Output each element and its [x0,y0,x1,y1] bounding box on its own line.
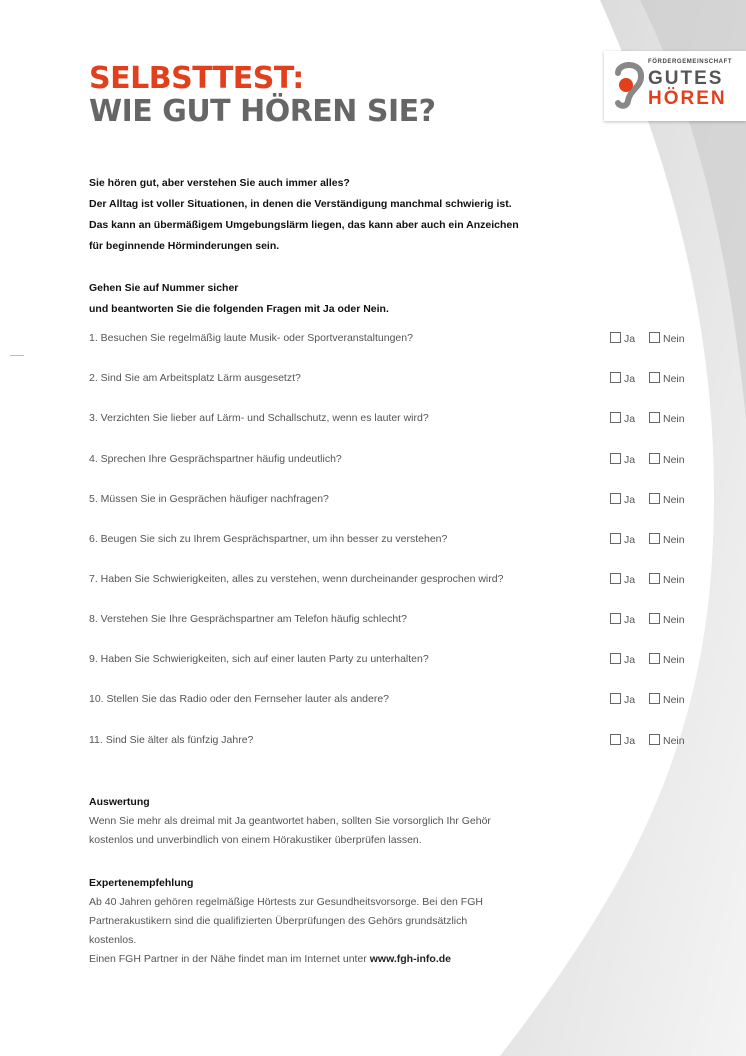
answer-no-label: Nein [663,735,685,747]
answer-yes[interactable] [610,693,635,706]
checkbox-icon[interactable] [649,613,660,624]
answer-no[interactable] [649,493,685,506]
question-row [89,571,699,591]
answer-no-label: Nein [663,494,685,506]
question-text: 8. Verstehen Sie Ihre Gesprächspartner am Telefon häufig schlecht? [89,613,407,625]
checkbox-icon[interactable] [649,653,660,664]
logo-line-1: GUTES [648,68,724,89]
checkbox-icon[interactable] [649,493,660,504]
checkbox-icon[interactable] [610,332,621,343]
checkbox-icon[interactable] [610,573,621,584]
answer-no[interactable] [649,412,685,425]
intro-line: für beginnende Hörminderungen sein. [89,240,280,252]
question-text: 5. Müssen Sie in Gesprächen häufiger nachfragen? [89,493,329,505]
checkbox-icon[interactable] [649,372,660,383]
question-text: 6. Beugen Sie sich zu Ihrem Gesprächspartner, um ihn besser zu verstehen? [89,533,448,545]
answer-yes[interactable] [610,533,635,546]
question-text: 4. Sprechen Ihre Gesprächspartner häufig undeutlich? [89,453,342,465]
question-text: 7. Haben Sie Schwierigkeiten, alles zu verstehen, wenn durcheinander gesprochen wird? [89,573,504,585]
margin-tick [10,355,24,356]
checkbox-icon[interactable] [610,734,621,745]
answer-yes[interactable] [610,493,635,506]
answer-yes-label: Ja [624,614,636,626]
question-row [89,691,699,711]
answer-yes[interactable] [610,453,635,466]
title-line-1: SELBSTTEST: [89,61,304,96]
answer-no-label: Nein [663,373,685,385]
answer-yes[interactable] [610,372,635,385]
title-line-2: WIE GUT HÖREN SIE? [89,94,436,129]
answer-yes-label: Ja [624,494,636,506]
expert-text: Ab 40 Jahren gehören regelmäßige Hörtests zur Gesundheitsvorsorge. Bei den FGH [89,896,483,908]
answer-yes-label: Ja [624,333,636,345]
answer-no[interactable] [649,613,685,626]
intro-text [89,173,619,320]
question-text: 11. Sind Sie älter als fünfzig Jahre? [89,734,254,746]
answer-yes-label: Ja [624,735,636,747]
intro-line: Das kann an übermäßigem Umgebungslärm liegen, das kann aber auch ein Anzeichen [89,219,519,231]
answer-no[interactable] [649,372,685,385]
checkbox-icon[interactable] [649,332,660,343]
answer-yes[interactable] [610,412,635,425]
checkbox-icon[interactable] [610,533,621,544]
answer-no-label: Nein [663,454,685,466]
question-text: 9. Haben Sie Schwierigkeiten, sich auf einer lauten Party zu unterhalten? [89,653,429,665]
page-title [89,62,436,128]
intro-line: und beantworten Sie die folgenden Fragen mit Ja oder Nein. [89,303,389,315]
intro-line: Sie hören gut, aber verstehen Sie auch immer alles? [89,177,350,189]
question-row [89,611,699,631]
expert-section [89,874,609,969]
evaluation-text: kostenlos und unverbindlich von einem Hörakustiker überprüfen lassen. [89,834,422,846]
checkbox-icon[interactable] [610,412,621,423]
question-row [89,651,699,671]
question-row [89,451,699,471]
answer-yes[interactable] [610,734,635,747]
answer-yes[interactable] [610,332,635,345]
question-row [89,732,699,752]
intro-line: Gehen Sie auf Nummer sicher [89,282,239,294]
checkbox-icon[interactable] [649,734,660,745]
answer-yes[interactable] [610,573,635,586]
expert-text: Einen FGH Partner in der Nähe findet man im Internet unter [89,953,370,965]
evaluation-section [89,793,609,850]
answer-yes-label: Ja [624,534,636,546]
question-row [89,531,699,551]
question-row [89,410,699,430]
expert-text: Partnerakustikern sind die qualifizierten Überprüfungen des Gehörs grundsätzlich [89,915,468,927]
expert-heading: Expertenempfehlung [89,877,194,889]
answer-yes-label: Ja [624,413,636,425]
answer-no[interactable] [649,453,685,466]
fgh-logo [604,51,746,121]
answer-no[interactable] [649,653,685,666]
checkbox-icon[interactable] [649,573,660,584]
question-row [89,491,699,511]
question-text: 3. Verzichten Sie lieber auf Lärm- und Schallschutz, wenn es lauter wird? [89,412,429,424]
expert-text: kostenlos. [89,934,137,946]
checkbox-icon[interactable] [610,493,621,504]
answer-yes-label: Ja [624,574,636,586]
evaluation-heading: Auswertung [89,796,150,808]
checkbox-icon[interactable] [610,653,621,664]
evaluation-text: Wenn Sie mehr als dreimal mit Ja geantwortet haben, sollten Sie vorsorglich Ihr Gehör [89,815,491,827]
ear-icon [612,61,644,109]
checkbox-icon[interactable] [610,372,621,383]
answer-yes-label: Ja [624,694,636,706]
checkbox-icon[interactable] [610,453,621,464]
answer-no[interactable] [649,533,685,546]
question-row [89,330,699,350]
logo-line-2: HÖREN [648,88,727,109]
answer-no-label: Nein [663,413,685,425]
question-text: 2. Sind Sie am Arbeitsplatz Lärm ausgesetzt? [89,372,301,384]
answer-yes[interactable] [610,613,635,626]
question-text: 1. Besuchen Sie regelmäßig laute Musik- oder Sportveranstaltungen? [89,332,413,344]
checkbox-icon[interactable] [610,613,621,624]
answer-no-label: Nein [663,333,685,345]
checkbox-icon[interactable] [649,533,660,544]
answer-no-label: Nein [663,654,685,666]
intro-spacer [89,257,619,278]
expert-text-line [89,950,609,969]
answer-yes[interactable] [610,653,635,666]
question-row [89,370,699,390]
checkbox-icon[interactable] [649,412,660,423]
logo-small-text: FÖRDERGEMEINSCHAFT [648,59,733,65]
answer-no-label: Nein [663,614,685,626]
answer-no[interactable] [649,332,685,345]
answer-no[interactable] [649,734,685,747]
answer-yes-label: Ja [624,654,636,666]
answer-no[interactable] [649,693,685,706]
checkbox-icon[interactable] [610,693,621,704]
answer-no-label: Nein [663,574,685,586]
website-link[interactable]: www.fgh-info.de [369,953,451,965]
checkbox-icon[interactable] [649,453,660,464]
answer-no-label: Nein [663,534,685,546]
checkbox-icon[interactable] [649,693,660,704]
answer-no[interactable] [649,573,685,586]
answer-no-label: Nein [663,694,685,706]
answer-yes-label: Ja [624,373,636,385]
question-text: 10. Stellen Sie das Radio oder den Fernseher lauter als andere? [89,693,390,705]
answer-yes-label: Ja [624,454,636,466]
intro-line: Der Alltag ist voller Situationen, in denen die Verständigung manchmal schwierig ist. [89,198,512,210]
